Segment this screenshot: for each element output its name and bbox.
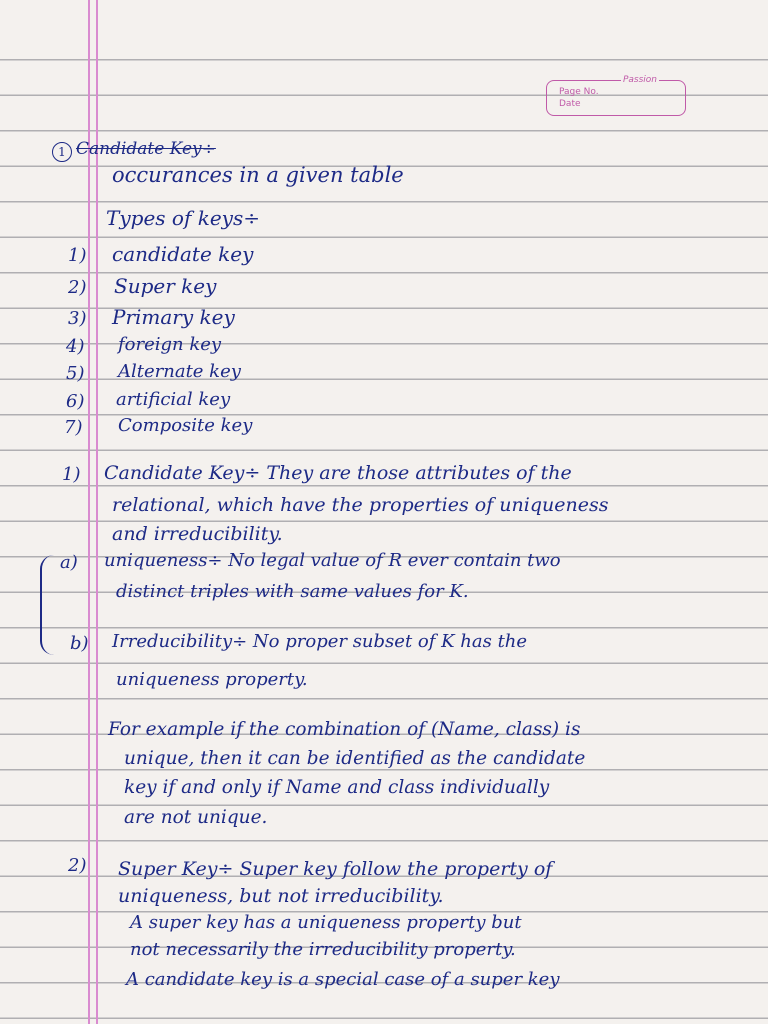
stamp-page-no: Page No. xyxy=(559,87,599,97)
type-item: artificial key xyxy=(116,389,231,410)
type-number: 5) xyxy=(66,363,85,384)
type-number: 2) xyxy=(68,277,87,298)
section-1-number: 1) xyxy=(62,464,81,485)
type-number: 3) xyxy=(68,308,87,329)
stamp-brand: Passion xyxy=(622,75,657,85)
page-stamp xyxy=(546,75,686,116)
example-line: unique, then it can be identified as the candidate xyxy=(124,748,586,769)
subsection-b-number: b) xyxy=(70,633,89,654)
type-number: 1) xyxy=(68,245,87,266)
section-1-line: relational, which have the properties of uniqueness xyxy=(112,494,609,516)
section-2-line: uniqueness, but not irreducibility. xyxy=(118,885,444,907)
heading-title: Candidate Key÷ xyxy=(76,139,216,159)
example-line: key if and only if Name and class individually xyxy=(124,777,550,798)
section-2-line: not necessarily the irreducibility property. xyxy=(130,939,516,960)
type-number: 7) xyxy=(64,417,83,438)
subsection-a-number: a) xyxy=(60,552,78,573)
stamp-date: Date xyxy=(559,99,581,109)
type-number: 6) xyxy=(66,391,85,412)
subsection-b-line: Irreducibility÷ No proper subset of K has the xyxy=(112,631,528,652)
type-item: Composite key xyxy=(118,415,253,436)
example-line: For example if the combination of (Name, class) is xyxy=(108,719,581,740)
section-2-line: A candidate key is a special case of a super key xyxy=(126,969,560,990)
type-item: candidate key xyxy=(112,242,254,266)
heading-number: 1 xyxy=(52,133,72,169)
types-title: Types of keys÷ xyxy=(106,206,260,230)
subheading: occurances in a given table xyxy=(112,163,404,187)
type-item: Super key xyxy=(114,274,217,298)
type-number: 4) xyxy=(66,336,85,357)
section-2-line: Super Key÷ Super key follow the property of xyxy=(118,858,553,880)
section-1-line: and irreducibility. xyxy=(112,523,283,545)
subsection-b-line: uniqueness property. xyxy=(116,669,308,690)
subsection-a-line: distinct triples with same values for K. xyxy=(116,581,469,602)
type-item: Primary key xyxy=(112,305,235,329)
subsection-a-line: uniqueness÷ No legal value of R ever contain two xyxy=(104,550,561,571)
type-item: foreign key xyxy=(118,334,222,355)
example-line: are not unique. xyxy=(124,807,268,828)
section-2-line: A super key has a uniqueness property but xyxy=(130,912,522,933)
type-item: Alternate key xyxy=(118,361,241,382)
section-2-number: 2) xyxy=(68,855,87,876)
section-1-line: Candidate Key÷ They are those attributes of the xyxy=(104,462,572,484)
